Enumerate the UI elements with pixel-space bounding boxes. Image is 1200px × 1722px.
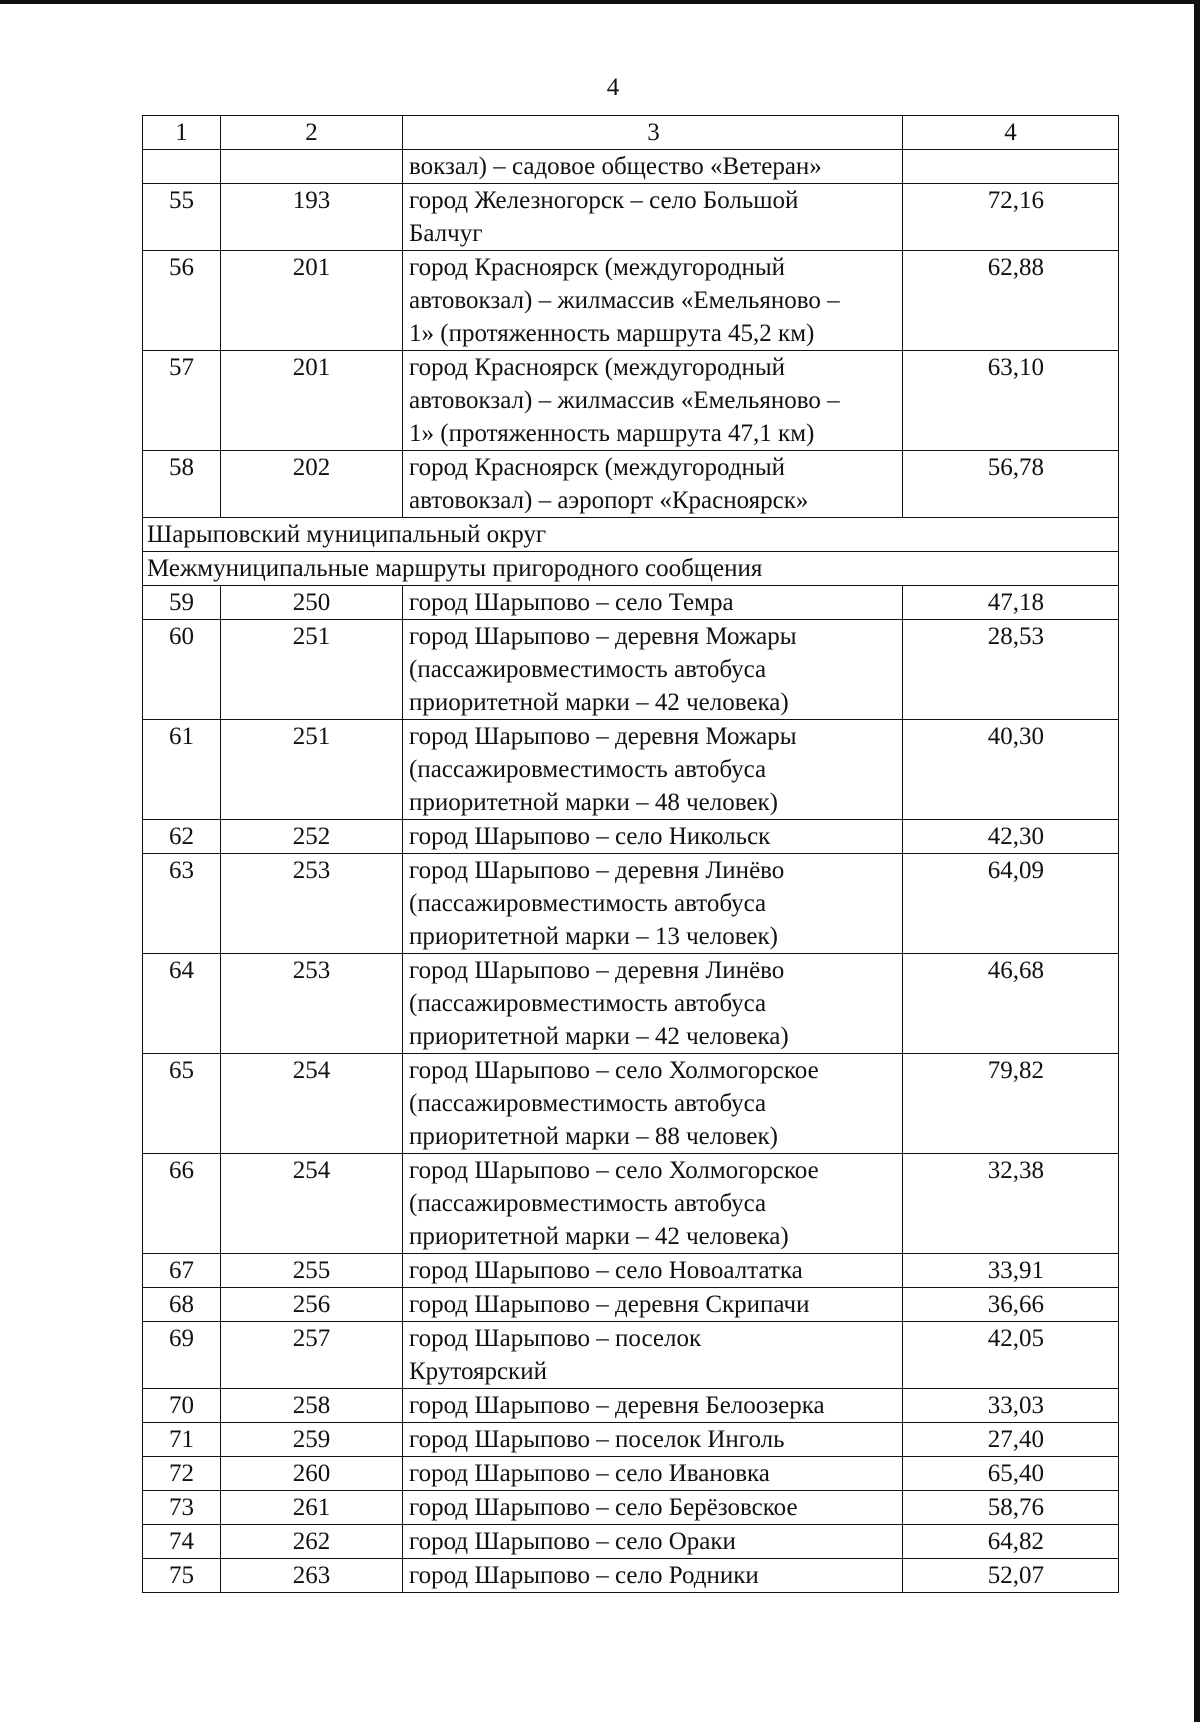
route-description-cell: город Шарыпово – село Темра [403,586,903,620]
table-row [143,1054,1119,1154]
row-number-cell: 64 [143,954,221,1054]
row-number-cell: 61 [143,720,221,820]
scan-right-edge [1194,0,1200,1722]
route-number-cell: 201 [221,251,403,351]
route-number-cell: 202 [221,451,403,518]
header-col-4: 4 [903,116,1119,150]
row-number-cell: 59 [143,586,221,620]
row-number-cell: 60 [143,620,221,720]
row-number-cell: 68 [143,1288,221,1322]
table-row [143,720,1119,820]
route-description-cell: город Шарыпово – село Никольск [403,820,903,854]
value-cell: 33,91 [903,1254,1119,1288]
row-number-cell: 65 [143,1054,221,1154]
value-cell: 28,53 [903,620,1119,720]
row-number-cell: 69 [143,1322,221,1389]
route-description-cell: вокзал) – садовое общество «Ветеран» [403,150,903,184]
route-number-cell: 263 [221,1559,403,1593]
row-number-cell: 73 [143,1491,221,1525]
value-cell: 79,82 [903,1054,1119,1154]
table-row [143,1254,1119,1288]
header-col-1: 1 [143,116,221,150]
section-title: Шарыповский муниципальный округ [143,518,1119,552]
table-row [143,1559,1119,1593]
route-description-cell: город Шарыпово – село Новоалтатка [403,1254,903,1288]
row-number-cell: 71 [143,1423,221,1457]
route-number-cell: 258 [221,1389,403,1423]
table-row [143,251,1119,351]
value-cell: 56,78 [903,451,1119,518]
row-number-cell: 72 [143,1457,221,1491]
value-cell: 72,16 [903,184,1119,251]
section-row [143,552,1119,586]
route-description-cell: город Шарыпово – поселок Крутоярский [403,1322,903,1389]
route-number-cell: 201 [221,351,403,451]
route-number-cell: 253 [221,954,403,1054]
table-row [143,620,1119,720]
row-number-cell: 58 [143,451,221,518]
route-description-cell: город Железногорск – село Большой Балчуг [403,184,903,251]
row-number-cell: 56 [143,251,221,351]
row-number-cell: 66 [143,1154,221,1254]
table-row [143,351,1119,451]
route-description-cell: город Шарыпово – деревня Можары (пассажировместимость автобуса приоритетной марки – 42 человека) [403,620,903,720]
row-number-cell: 75 [143,1559,221,1593]
value-cell: 65,40 [903,1457,1119,1491]
row-number-cell: 63 [143,854,221,954]
row-number-cell: 57 [143,351,221,451]
route-description-cell: город Красноярск (междугородный автовокзал) – жилмассив «Емельяново – 1» (протяженность маршрута 45,2 км) [403,251,903,351]
table-row [143,586,1119,620]
route-number-cell: 255 [221,1254,403,1288]
route-description-cell: город Шарыпово – село Холмогорское (пассажировместимость автобуса приоритетной марки – 88 человек) [403,1054,903,1154]
route-description-cell: город Шарыпово – село Родники [403,1559,903,1593]
header-col-3: 3 [403,116,903,150]
table-row [143,1525,1119,1559]
route-description-cell: город Шарыпово – поселок Инголь [403,1423,903,1457]
value-cell: 42,30 [903,820,1119,854]
value-cell: 36,66 [903,1288,1119,1322]
route-description-cell: город Шарыпово – село Холмогорское (пассажировместимость автобуса приоритетной марки – 42 человека) [403,1154,903,1254]
header-col-2: 2 [221,116,403,150]
route-number-cell: 261 [221,1491,403,1525]
route-number-cell: 257 [221,1322,403,1389]
route-description-cell: город Шарыпово – деревня Линёво (пассажировместимость автобуса приоритетной марки – 42 человека) [403,954,903,1054]
table-row [143,854,1119,954]
table-row [143,1389,1119,1423]
table-row [143,184,1119,251]
table-row [143,954,1119,1054]
table-row [143,1491,1119,1525]
value-cell: 64,82 [903,1525,1119,1559]
row-number-cell: 62 [143,820,221,854]
route-number-cell: 251 [221,720,403,820]
value-cell: 64,09 [903,854,1119,954]
route-description-cell: город Шарыпово – село Ивановка [403,1457,903,1491]
value-cell [903,150,1119,184]
route-description-cell: город Шарыпово – село Ораки [403,1525,903,1559]
row-number-cell [143,150,221,184]
table-row [143,1457,1119,1491]
table-row [143,451,1119,518]
value-cell: 42,05 [903,1322,1119,1389]
route-number-cell: 262 [221,1525,403,1559]
value-cell: 32,38 [903,1154,1119,1254]
row-number-cell: 55 [143,184,221,251]
route-number-cell: 256 [221,1288,403,1322]
value-cell: 63,10 [903,351,1119,451]
row-number-cell: 74 [143,1525,221,1559]
table-row [143,150,1119,184]
routes-table [142,115,1119,1593]
route-number-cell: 259 [221,1423,403,1457]
route-description-cell: город Шарыпово – село Берёзовское [403,1491,903,1525]
route-number-cell: 260 [221,1457,403,1491]
section-row [143,518,1119,552]
route-number-cell: 254 [221,1054,403,1154]
value-cell: 58,76 [903,1491,1119,1525]
route-number-cell [221,150,403,184]
value-cell: 27,40 [903,1423,1119,1457]
route-description-cell: город Шарыпово – деревня Скрипачи [403,1288,903,1322]
value-cell: 40,30 [903,720,1119,820]
route-description-cell: город Шарыпово – деревня Можары (пассажировместимость автобуса приоритетной марки – 48 человек) [403,720,903,820]
route-number-cell: 193 [221,184,403,251]
table-header-row [143,116,1119,150]
row-number-cell: 67 [143,1254,221,1288]
route-number-cell: 252 [221,820,403,854]
section-title: Межмуниципальные маршруты пригородного сообщения [143,552,1119,586]
table-row [143,820,1119,854]
route-description-cell: город Красноярск (междугородный автовокзал) – жилмассив «Емельяново – 1» (протяженность маршрута 47,1 км) [403,351,903,451]
route-description-cell: город Шарыпово – деревня Линёво (пассажировместимость автобуса приоритетной марки – 13 человек) [403,854,903,954]
value-cell: 46,68 [903,954,1119,1054]
table-row [143,1288,1119,1322]
route-number-cell: 250 [221,586,403,620]
row-number-cell: 70 [143,1389,221,1423]
route-number-cell: 253 [221,854,403,954]
table-row [143,1423,1119,1457]
route-description-cell: город Шарыпово – деревня Белоозерка [403,1389,903,1423]
value-cell: 52,07 [903,1559,1119,1593]
value-cell: 47,18 [903,586,1119,620]
table-row [143,1154,1119,1254]
value-cell: 33,03 [903,1389,1119,1423]
scan-top-edge [0,0,1200,4]
value-cell: 62,88 [903,251,1119,351]
route-number-cell: 251 [221,620,403,720]
route-description-cell: город Красноярск (междугородный автовокзал) – аэропорт «Красноярск» [403,451,903,518]
table-row [143,1322,1119,1389]
page-number: 4 [606,74,620,101]
route-number-cell: 254 [221,1154,403,1254]
